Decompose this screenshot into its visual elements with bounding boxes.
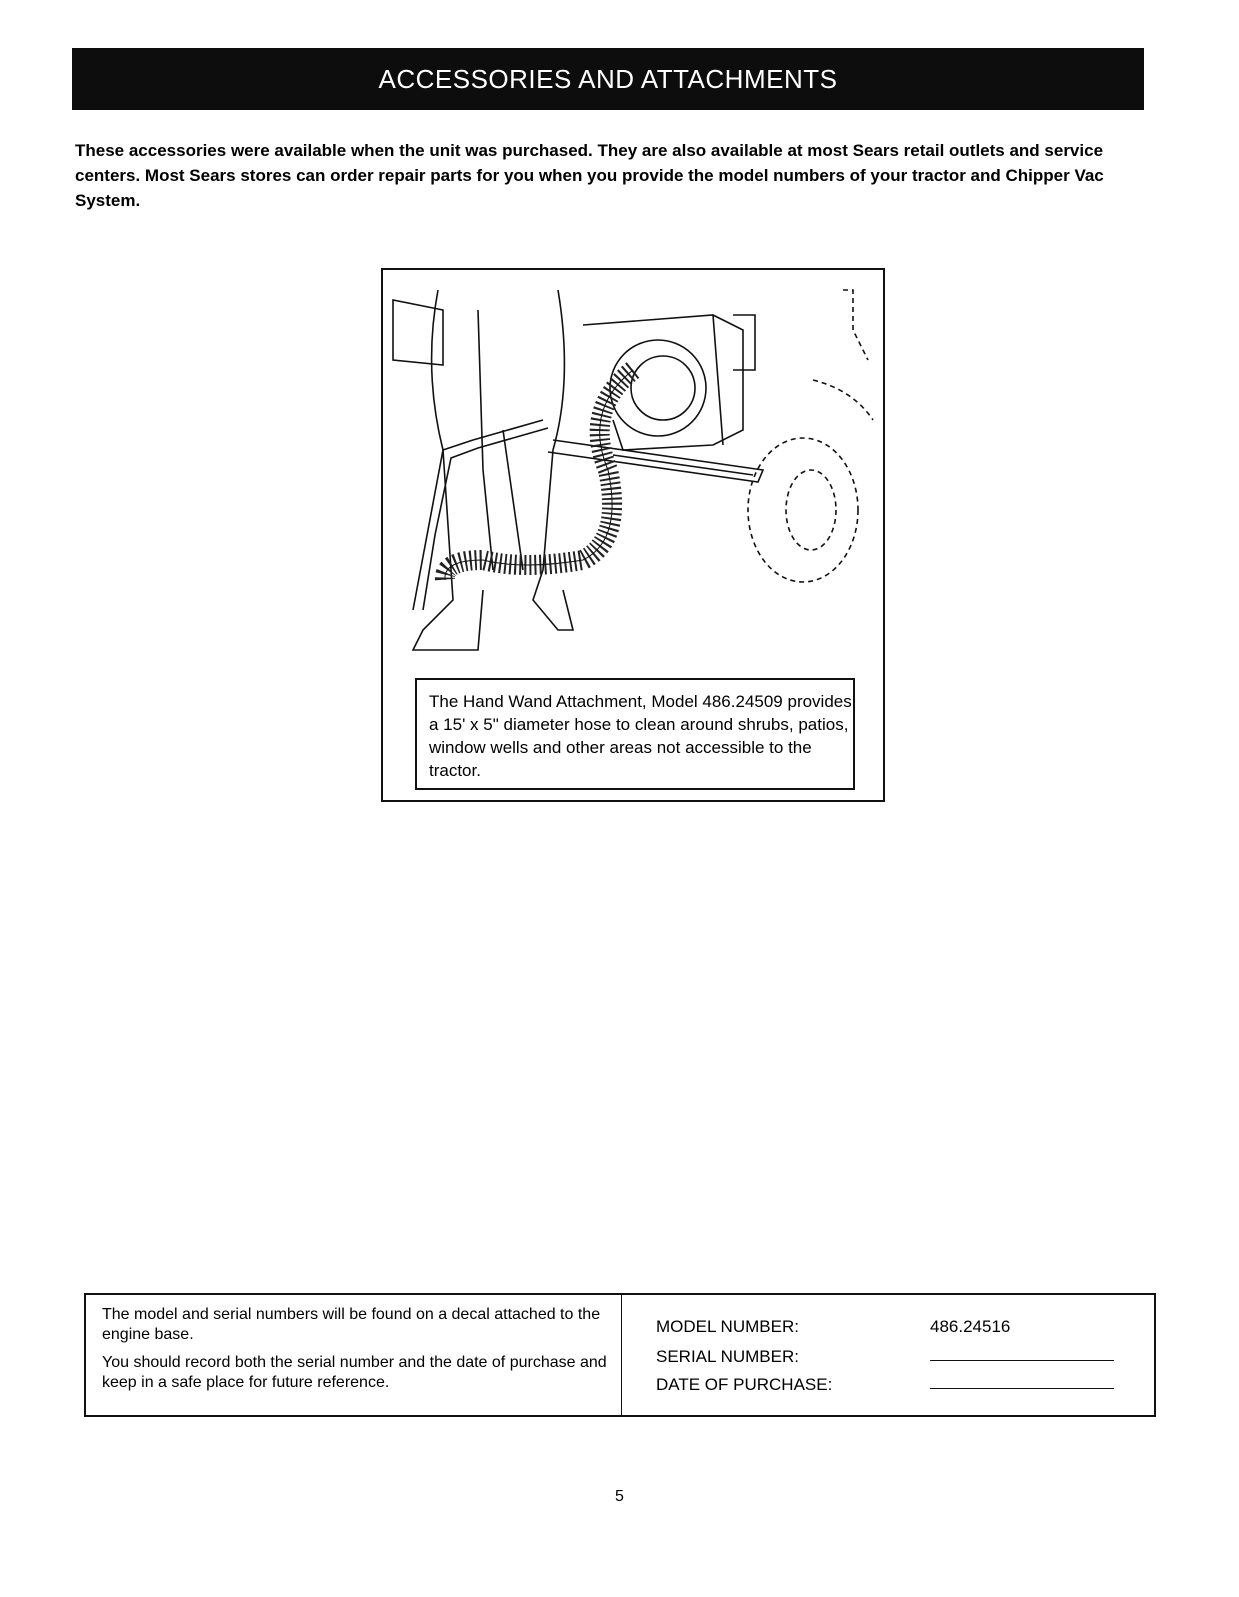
- record-info-box: [84, 1293, 1156, 1417]
- decal-location-note: The model and serial numbers will be found on a decal attached to the engine base.: [102, 1306, 601, 1343]
- date-of-purchase-label: DATE OF PURCHASE:: [656, 1375, 833, 1394]
- section-title: ACCESSORIES AND ATTACHMENTS: [378, 64, 838, 94]
- section-header: [72, 48, 1144, 110]
- serial-number-label: SERIAL NUMBER:: [656, 1347, 799, 1366]
- intro-paragraph: These accessories were available when the unit was purchased. They are also available at most Sears retail outlets and service centers. Most Sears stores can order repair parts for you when you provide the model numbers of your tractor and Chipper Vac System.: [75, 141, 1104, 210]
- record-fields: [622, 1295, 1158, 1415]
- serial-number-blank: [930, 1360, 1114, 1361]
- figure-caption: The Hand Wand Attachment, Model 486.24509 provides a 15' x 5" diameter hose to clean around shrubs, patios, window wells and other areas not accessible to the tractor.: [415, 678, 855, 790]
- model-number-label: MODEL NUMBER:: [656, 1317, 799, 1336]
- model-number-value: 486.24516: [930, 1317, 1011, 1336]
- record-keeping-note: You should record both the serial number and the date of purchase and keep in a safe place for future reference.: [102, 1354, 607, 1391]
- date-of-purchase-blank: [930, 1388, 1114, 1389]
- page-number: 5: [615, 1488, 624, 1505]
- hand-wand-figure: [381, 268, 885, 802]
- record-instructions: [86, 1295, 622, 1415]
